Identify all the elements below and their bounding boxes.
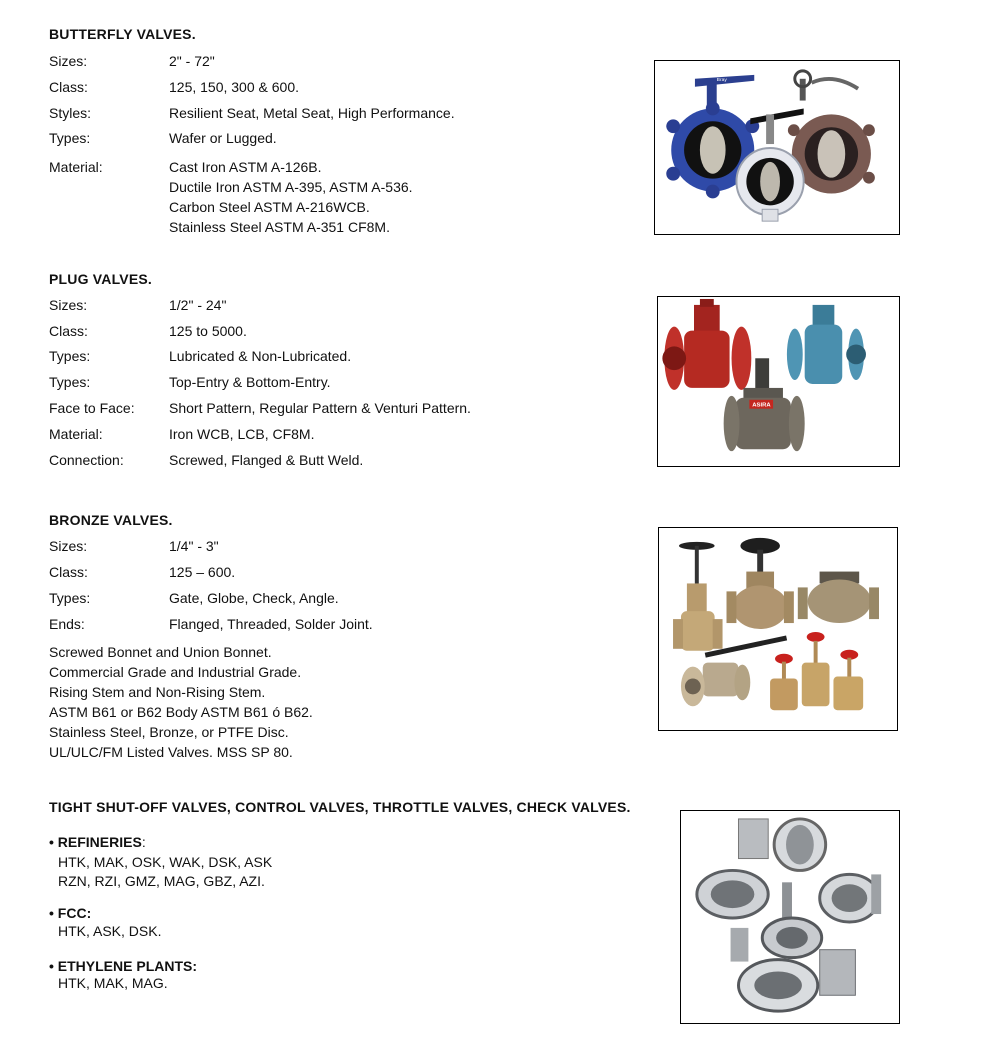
bronze-gate-valve: [673, 542, 723, 651]
plug-valves-image: [657, 296, 900, 467]
spec-value: 1/2" - 24": [169, 297, 227, 313]
plug-valves-illustration: [658, 297, 899, 466]
bronze-note: UL/ULC/FM Listed Valves. MSS SP 80.: [49, 744, 293, 760]
fcc-label: • FCC:: [49, 905, 92, 921]
spec-value: Lubricated & Non-Lubricated.: [169, 348, 352, 364]
material-line: Ductile Iron ASTM A-395, ASTM A-536.: [169, 179, 413, 195]
spec-label: Material:: [49, 159, 103, 175]
plug-heading: PLUG VALVES.: [49, 271, 153, 287]
group-label: • REFINERIES: [49, 834, 142, 850]
spec-value: Resilient Seat, Metal Seat, High Performance.: [169, 105, 455, 121]
spec-value: Top-Entry & Bottom-Entry.: [169, 374, 331, 390]
spec-label: Class:: [49, 564, 88, 580]
spec-value: Flanged, Threaded, Solder Joint.: [169, 616, 373, 632]
spec-label: Sizes:: [49, 297, 88, 313]
bronze-note: Screwed Bonnet and Union Bonnet.: [49, 644, 272, 660]
spec-value: 125, 150, 300 & 600.: [169, 79, 299, 95]
butterfly-heading: BUTTERFLY VALVES.: [49, 26, 196, 42]
stainless-damper-valve-left: [697, 870, 768, 918]
plug-valve-red: [662, 299, 751, 390]
stainless-damper-valve-right: [820, 874, 881, 922]
spec-label: Connection:: [49, 452, 124, 468]
shutoff-heading: TIGHT SHUT-OFF VALVES, CONTROL VALVES, THROTTLE VALVES, CHECK VALVES.: [49, 799, 631, 815]
spec-label: Sizes:: [49, 538, 88, 554]
refineries-label: [49, 834, 146, 850]
bronze-valves-image: [658, 527, 898, 731]
bronze-note: Commercial Grade and Industrial Grade.: [49, 664, 302, 680]
spec-value: Cast Iron ASTM A-126B.: [169, 159, 322, 175]
fcc-codes-line: HTK, ASK, DSK.: [58, 923, 162, 939]
stainless-damper-valve-top: [738, 819, 825, 871]
stainless-damper-valve-center: [762, 882, 821, 957]
spec-label: Types:: [49, 590, 91, 606]
spec-value: 1/4" - 3": [169, 538, 219, 554]
brand-logo: Bray: [716, 77, 727, 83]
spec-value: Wafer or Lugged.: [169, 130, 277, 146]
spec-label: Types:: [49, 130, 91, 146]
spec-value: Iron WCB, LCB, CF8M.: [169, 426, 315, 442]
bronze-heading: BRONZE VALVES.: [49, 512, 173, 528]
ethylene-plants-label: • ETHYLENE PLANTS:: [49, 958, 198, 974]
butterfly-valves-image: [654, 60, 900, 235]
bronze-check-valve: [798, 572, 879, 623]
ethylene-codes-line: HTK, MAK, MAG.: [58, 975, 168, 991]
spec-label: Ends:: [49, 616, 85, 632]
spec-value: 125 to 5000.: [169, 323, 247, 339]
shutoff-valves-image: [680, 810, 900, 1024]
spec-label: Face to Face:: [49, 400, 135, 416]
bronze-threaded-gate-valves: [770, 632, 863, 710]
bronze-note: Rising Stem and Non-Rising Stem.: [49, 684, 266, 700]
refineries-codes-line: HTK, MAK, OSK, WAK, DSK, ASK: [58, 854, 273, 870]
brand-badge: ASIRA: [752, 402, 771, 409]
spec-value: Short Pattern, Regular Pattern & Venturi Pattern.: [169, 400, 471, 416]
spec-value: Gate, Globe, Check, Angle.: [169, 590, 339, 606]
shutoff-valves-illustration: [681, 811, 899, 1023]
bronze-note: ASTM B61 or B62 Body ASTM B61 ó B62.: [49, 704, 313, 720]
spec-label: Class:: [49, 79, 88, 95]
bronze-valves-illustration: [659, 528, 897, 730]
spec-value: 125 – 600.: [169, 564, 236, 580]
spec-value: 2" - 72": [169, 53, 215, 69]
spec-value: Screwed, Flanged & Butt Weld.: [169, 452, 364, 468]
group-colon: :: [141, 834, 146, 850]
spec-label: Types:: [49, 348, 91, 364]
spec-label: Types:: [49, 374, 91, 390]
material-line: Stainless Steel ASTM A-351 CF8M.: [169, 219, 390, 235]
bronze-globe-valve: [727, 538, 794, 629]
spec-label: Material:: [49, 426, 103, 442]
bronze-note: Stainless Steel, Bronze, or PTFE Disc.: [49, 724, 289, 740]
refineries-codes-line: RZN, RZI, GMZ, MAG, GBZ, AZI.: [58, 873, 265, 889]
material-line: Carbon Steel ASTM A-216WCB.: [169, 199, 370, 215]
spec-label: Sizes:: [49, 53, 88, 69]
plug-valve-blue: [787, 305, 866, 384]
spec-label: Styles:: [49, 105, 92, 121]
butterfly-valves-illustration: [655, 61, 899, 234]
spec-label: Class:: [49, 323, 88, 339]
